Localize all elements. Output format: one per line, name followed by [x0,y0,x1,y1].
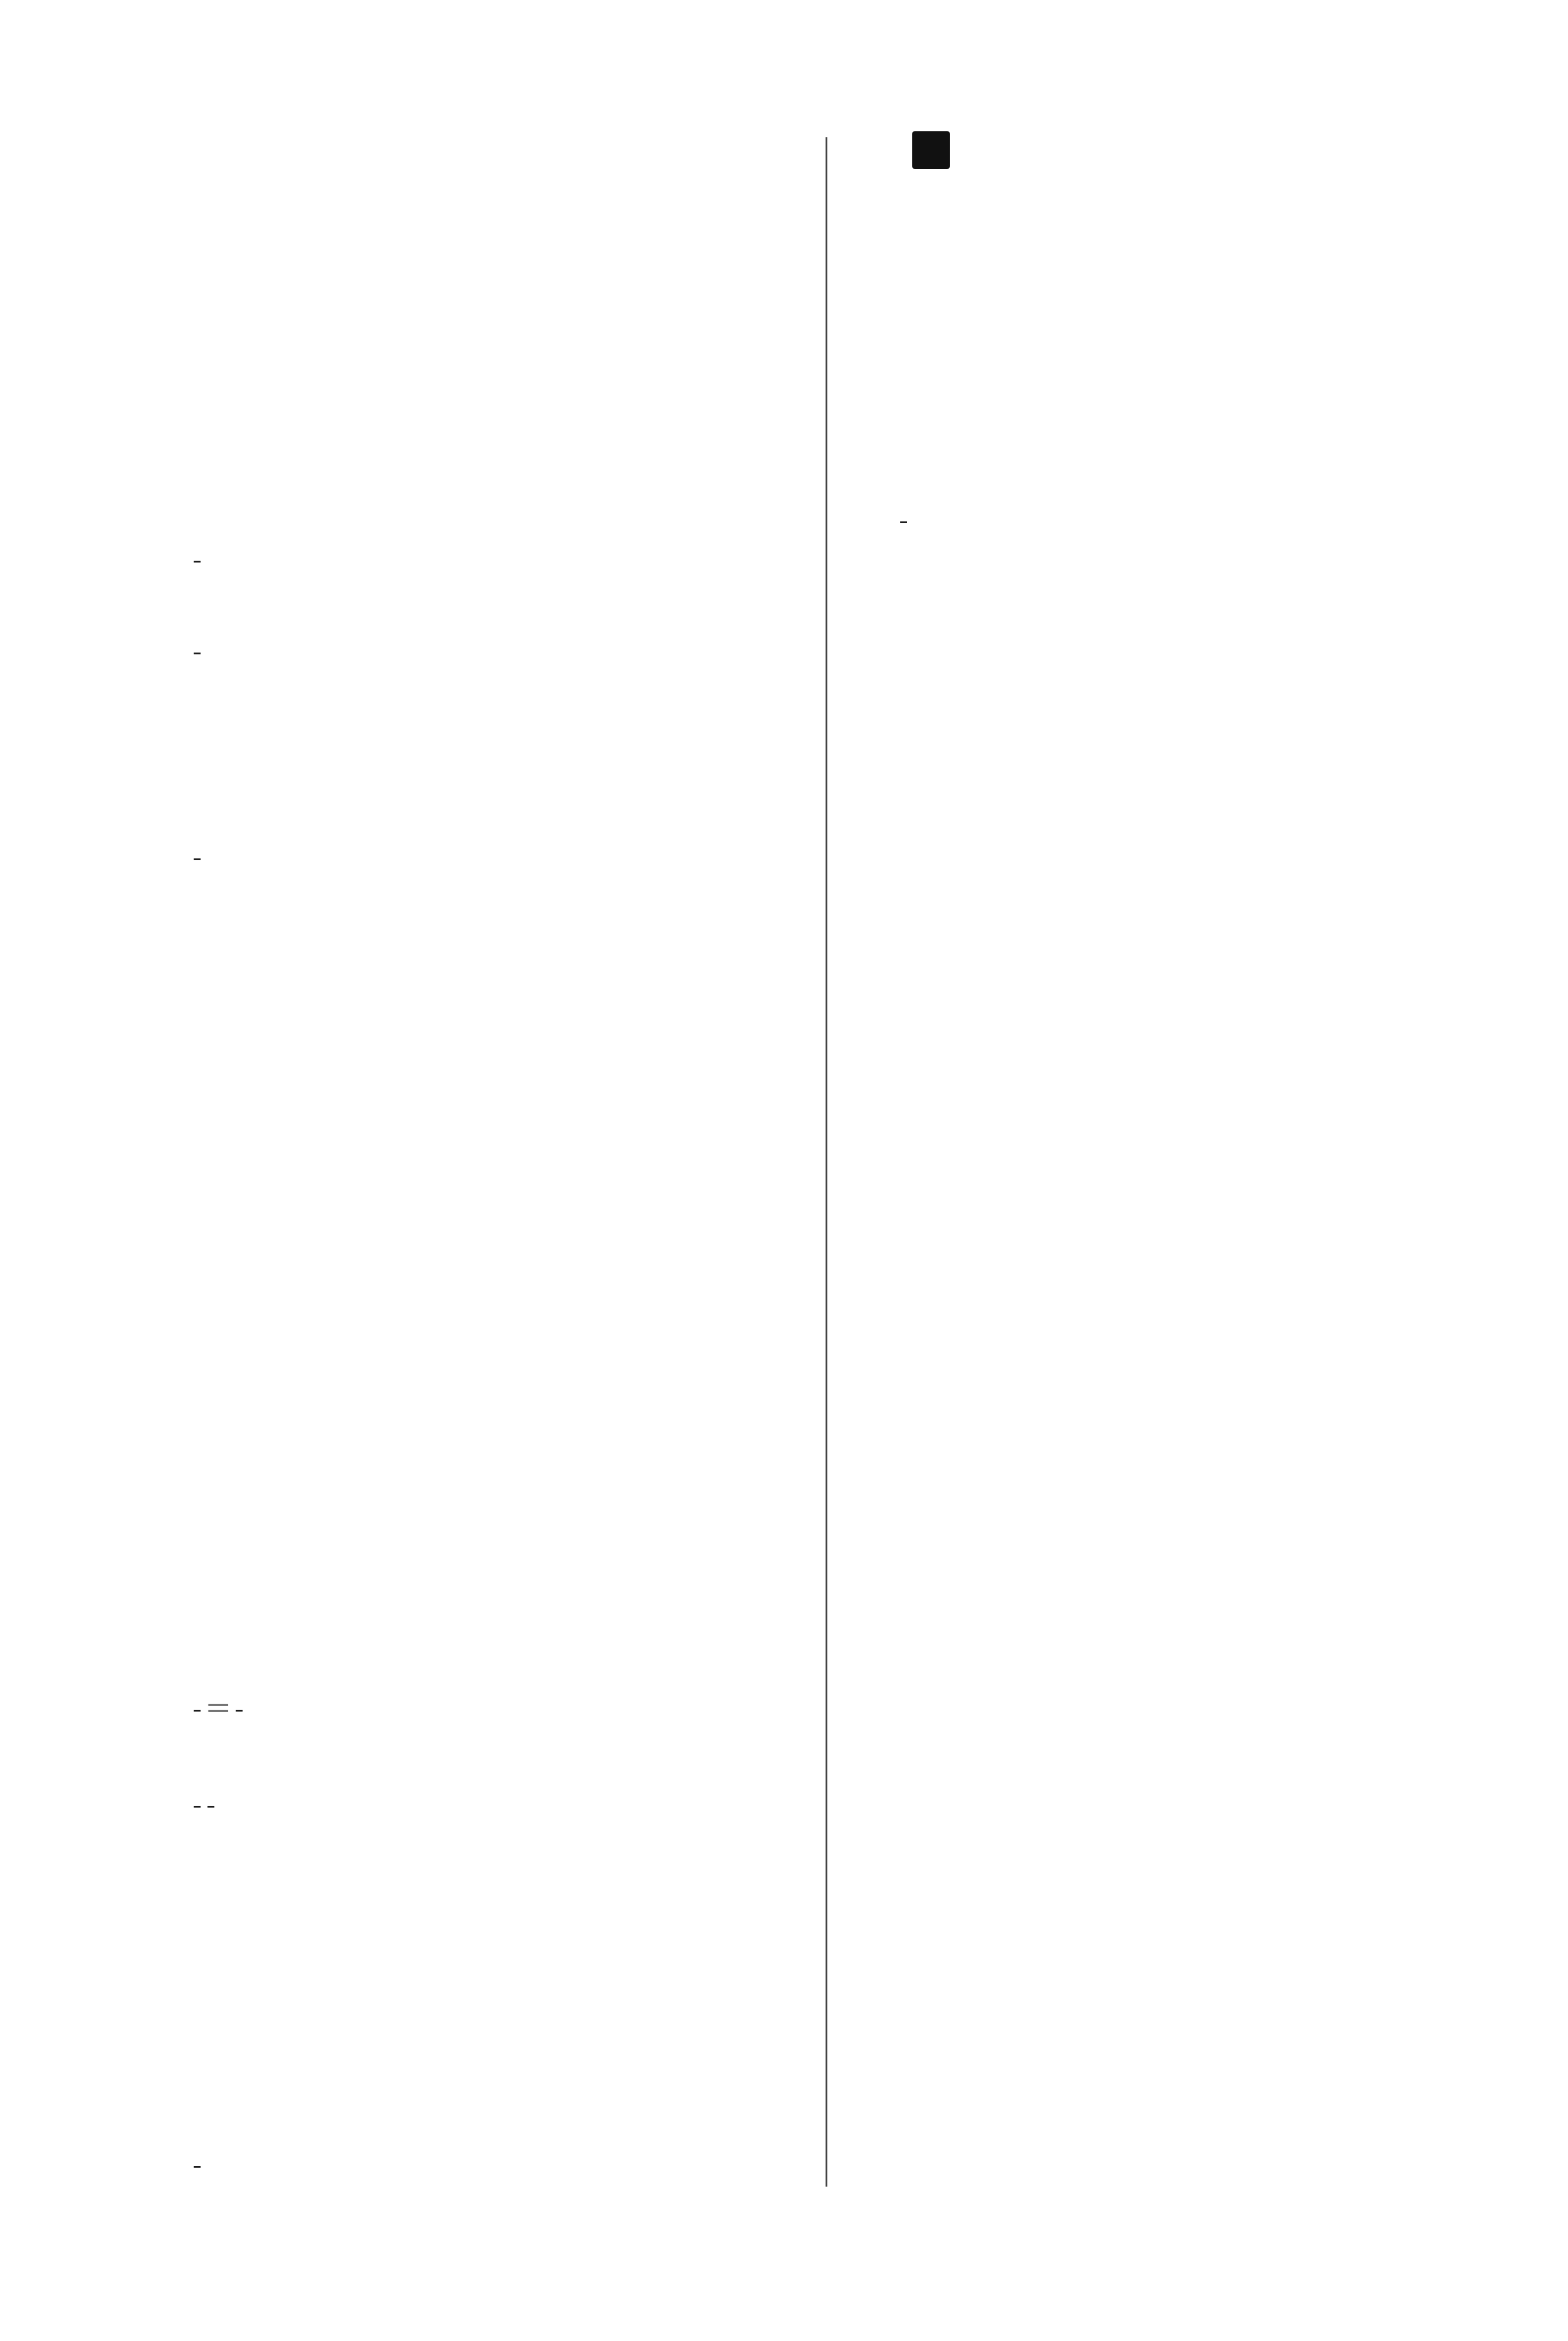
fraction [194,1806,201,1808]
text-line [190,539,204,581]
fraction [194,1710,201,1712]
fraction [900,521,907,523]
fraction [236,1710,243,1712]
text-line [190,630,204,673]
text-line [862,1002,880,1044]
fraction [194,858,201,860]
fraction [207,1806,214,1808]
text-line [862,628,880,671]
fraction [194,653,201,654]
text-line [190,2144,204,2187]
fraction [194,2166,201,2168]
text-line [862,948,880,991]
text-line [862,326,880,369]
text-line [190,836,204,879]
paper-number-badge [912,131,950,169]
text-line [190,1784,218,1826]
text-line [897,499,910,542]
text-line: ＝ [190,1688,246,1730]
column-divider [826,137,827,2187]
fraction [194,561,201,563]
paper-title-line1 [912,129,957,169]
